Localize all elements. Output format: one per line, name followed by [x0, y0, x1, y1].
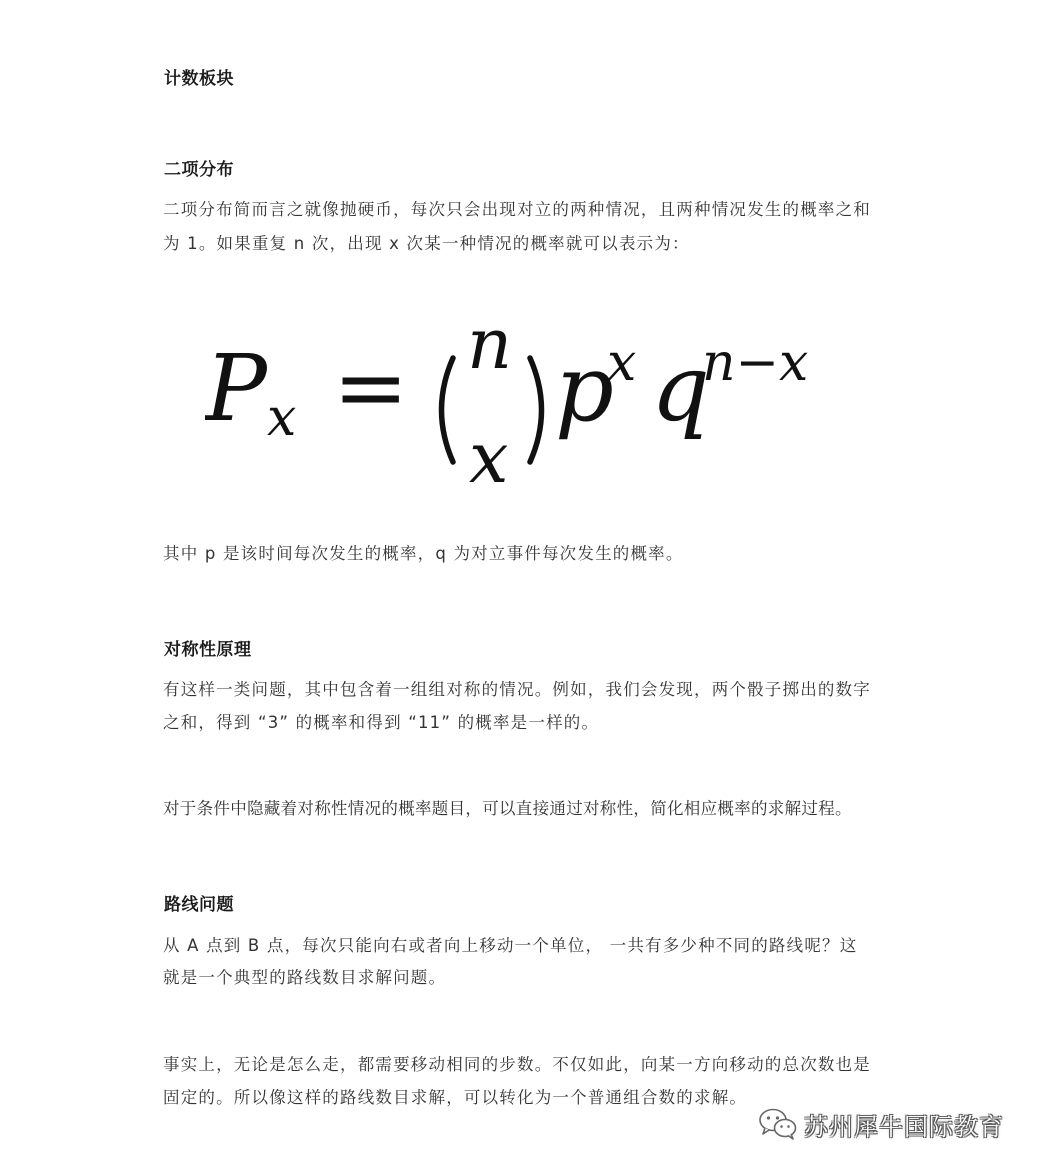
binom-right-paren	[530, 358, 542, 462]
binomial-paragraph-line-1: 二项分布简而言之就像抛硬币，每次只会出现对立的两种情况，且两种情况发生的概率之和	[163, 200, 871, 219]
binomial-formula	[205, 300, 845, 500]
binomial-paragraph-line-2: 为 1。如果重复 n 次，出现 x 次某一种情况的概率就可以表示为：	[163, 234, 690, 253]
formula-subscript-x: x	[267, 388, 297, 448]
watermark-text: 苏州犀牛国际教育	[804, 1112, 1004, 1141]
binomial-formula-svg	[205, 300, 845, 500]
section-heading-counting: 计数板块	[164, 69, 234, 89]
route-paragraph-2-line-1: 事实上，无论是怎么走，都需要移动相同的步数。不仅如此，向某一方向移动的总次数也是	[163, 1055, 871, 1074]
section-heading-binomial: 二项分布	[164, 160, 234, 180]
binomial-note: 其中 p 是该时间每次发生的概率，q 为对立事件每次发生的概率。	[163, 544, 684, 563]
watermark	[758, 1104, 1004, 1144]
formula-p-exponent: x	[607, 333, 637, 393]
section-heading-symmetry: 对称性原理	[164, 640, 252, 660]
wechat-icon	[758, 1107, 798, 1141]
symmetry-paragraph-line-1: 有这样一类问题，其中包含着一组组对称的情况。例如，我们会发现，两个骰子掷出的数字	[163, 680, 871, 699]
binom-left-paren	[442, 358, 454, 462]
route-paragraph-line-1: 从 A 点到 B 点，每次只能向右或者向上移动一个单位， 一共有多少种不同的路线呢？这	[163, 936, 858, 955]
formula-q: q	[651, 335, 710, 442]
formula-q-exponent: n−x	[702, 333, 809, 393]
formula-equals: =	[333, 335, 409, 440]
section-heading-route: 路线问题	[164, 895, 234, 915]
formula-p: p	[555, 335, 614, 442]
route-paragraph-2-line-2: 固定的。所以像这样的路线数目求解，可以转化为一个普通组合数的求解。	[163, 1088, 748, 1107]
symmetry-paragraph-2: 对于条件中隐藏着对称性情况的概率题目，可以直接通过对称性，简化相应概率的求解过程。	[163, 799, 852, 818]
route-paragraph-line-2: 就是一个典型的路线数目求解问题。	[163, 968, 447, 987]
formula-P: P	[205, 335, 267, 442]
symmetry-paragraph-line-2: 之和，得到 “3” 的概率和得到 “11” 的概率是一样的。	[163, 713, 600, 732]
binom-top-n: n	[467, 303, 513, 385]
binom-bottom-x: x	[469, 417, 509, 499]
